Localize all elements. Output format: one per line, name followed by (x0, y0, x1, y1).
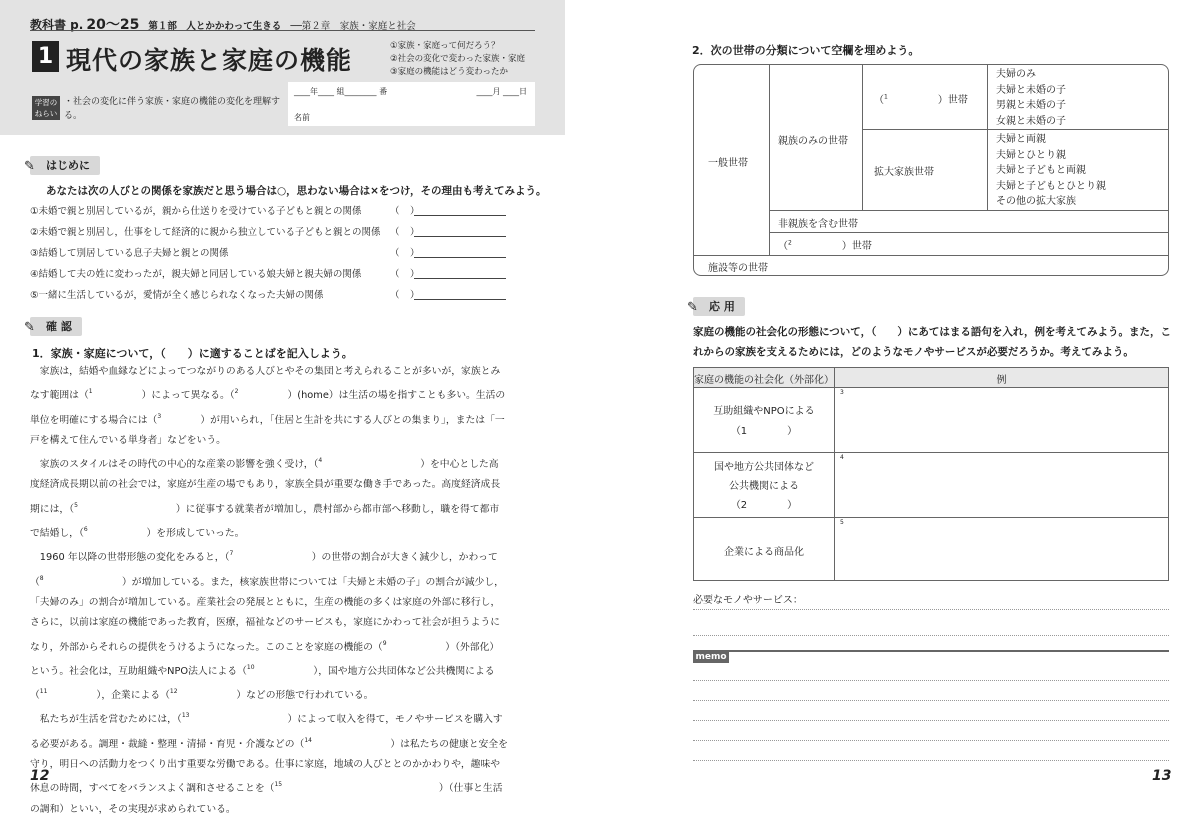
answer-line[interactable] (414, 215, 506, 216)
intro-item (30, 245, 510, 266)
blank-number[interactable]: 10 (246, 663, 255, 671)
lesson-question: ①家族・家庭って何だろう？ (390, 41, 500, 51)
check-body-text (30, 362, 508, 820)
lesson-questions (390, 40, 525, 79)
intro-item (30, 287, 510, 308)
col-header-socialization: 家庭の機能の社会化（外部化） (694, 375, 834, 386)
blank-field[interactable]: （1 ） (730, 426, 798, 437)
header-band (0, 0, 565, 135)
non-kin-household: 非親族を含む世帯 (778, 219, 858, 230)
lesson-title: 現代の家族と家庭の機能 (66, 46, 353, 75)
answer-line[interactable] (414, 257, 506, 258)
page-number-left: 12 (30, 768, 50, 784)
blank-field[interactable]: （2 ） (730, 500, 798, 511)
textbook-pages: 20～25 (86, 17, 140, 33)
answer-line[interactable] (414, 236, 506, 237)
answer-line[interactable] (414, 278, 506, 279)
question-2-heading: 2．次の世帯の分類について空欄を埋めよう。 (692, 44, 920, 57)
blank-number[interactable]: 7 (229, 550, 234, 558)
intro-item-text: ⑤一緒に生活しているが，愛情が全く感じられなくなった夫婦の関係 (30, 290, 324, 301)
intro-item-text: ③結婚して別居している息子夫婦と親との関係 (30, 248, 229, 259)
blank-number[interactable]: 3 (157, 412, 162, 420)
lesson-number: 1 (32, 41, 59, 72)
memo-line[interactable] (693, 760, 1169, 761)
blank-number[interactable]: 1 (88, 388, 93, 396)
check-tag (24, 317, 82, 336)
blank-number[interactable]: 11 (39, 688, 48, 696)
goal-badge: 学習のねらい (32, 96, 60, 120)
answer-field[interactable]: （ ） (390, 248, 420, 259)
memo-line[interactable] (693, 680, 1169, 681)
blank-number[interactable]: 5 (74, 501, 78, 509)
blank-number[interactable]: 8 (39, 574, 44, 582)
question-1-heading: 1．家族・家庭について，（ ）に適することばを記入しよう。 (32, 347, 353, 360)
blank-number[interactable]: 6 (83, 526, 88, 534)
example-field[interactable] (835, 518, 1168, 580)
answer-field[interactable]: （ ） (390, 290, 420, 301)
blank-number[interactable]: 15 (274, 781, 283, 789)
answer-line[interactable] (693, 635, 1169, 636)
blank-number[interactable]: 9 (382, 639, 387, 647)
intro-item (30, 203, 510, 224)
blank-1-field[interactable]: （$^1$ ）世帯 (874, 93, 968, 106)
apply-tag-label: 応 用 (709, 300, 735, 313)
intro-list (30, 203, 510, 308)
memo-label: memo (693, 651, 729, 663)
part-label: 第１部 人とかかわって生きる (148, 21, 282, 32)
intro-tag-label: はじめに (46, 159, 90, 172)
date-field[interactable]: ____月 ____日 (476, 87, 527, 96)
institution-household: 施設等の世帯 (708, 263, 768, 274)
memo-line[interactable] (693, 720, 1169, 721)
answer-field[interactable]: （ ） (390, 269, 420, 280)
household-table (693, 64, 1169, 276)
blank-number[interactable]: 13 (181, 712, 190, 720)
lesson-question: ②社会の変化で変わった家族・家庭 (390, 54, 526, 64)
name-box[interactable] (288, 82, 535, 126)
answer-line[interactable] (693, 609, 1169, 610)
memo-line[interactable] (693, 740, 1169, 741)
answer-line[interactable] (414, 299, 506, 300)
general-household: 一般世帯 (708, 158, 748, 169)
pencil-icon: ✎ (24, 159, 35, 174)
goal-text: ・社会の変化に伴う家族・家庭の機能の変化を理解する。 (64, 97, 281, 121)
textbook-label: 教科書 p. (30, 18, 84, 32)
blank-number[interactable]: 14 (304, 736, 312, 744)
extended-family-list: 夫婦と両親 夫婦とひとり親 夫婦と子どもと両親 夫婦と子どもとひとり親 その他の拡大家族 (996, 134, 1106, 207)
nuclear-family-list: 夫婦のみ 夫婦と未婚の子 男親と未婚の子 女親と未婚の子 (996, 69, 1066, 127)
intro-item (30, 266, 510, 287)
answer-field[interactable]: （ ） (390, 206, 420, 217)
example-field[interactable] (835, 388, 1168, 452)
row-npo: 互助組織やNPOによる （1 ） (694, 402, 834, 442)
kin-only-household: 親族のみの世帯 (778, 136, 848, 147)
pencil-icon: ✎ (24, 320, 35, 335)
intro-item-text: ②未婚で親と別居し，仕事をして経済的に親から独立している子どもと親との関係 (30, 227, 381, 238)
chapter-label: ──第２章 家族・家庭と社会 (290, 21, 416, 32)
intro-item-text: ①未婚で親と別居しているが，親から仕送りを受けている子どもと親との関係 (30, 206, 362, 217)
class-number-field[interactable]: ____年____ 組________ 番 (294, 87, 388, 96)
blank-number[interactable]: 2 (234, 388, 239, 396)
intro-question: あなたは次の人びとの関係を家族だと思う場合は○，思わない場合は×をつけ，その理由も考えてみよう。 (46, 185, 547, 197)
name-field-label: 名前 (294, 113, 310, 122)
example-field[interactable] (835, 453, 1168, 517)
header-meta (30, 14, 416, 34)
page-number-right: 13 (1152, 768, 1172, 784)
check-paragraph: 私たちが生活を営むためには，（$^{13}$ ）によって収入を得て，モノやサービスを購入する必要がある。調理・裁縫・整理・清掃・育児・介護などの（$^{14}$ ）は私たちの健康と安全を守り，明日への活動力をつくり出す重要な労働である。仕事に家庭，地域の人びととのかかわりや，趣味や休息の時間，すべてをバランスよく調和させることを（$^{15}$ ）（仕事と生活の調和）といい，その実現が求められている。 (30, 712, 508, 815)
intro-item-text: ④結婚して夫の姓に変わったが，親夫婦と同居している娘夫婦と親夫婦の関係 (30, 269, 362, 280)
apply-question: 家庭の機能の社会化の形態について，（ ）にあてはまる語句を入れ，例を考えてみよう。また，これからの家族を支えるためには，どのようなモノやサービスが必要だろうか。考えてみよう。 (693, 326, 1171, 358)
check-paragraph: 家族のスタイルはその時代の中心的な産業の影響を強く受け，（$^4$ ）を中心とした高度経済成長期以前の社会では，家庭が生産の場でもあり，家族全員が重要な働き手であった。高度経済成長期には，（$^5$ ）に従事する就業者が増加し，農村部から都市部へ移動し，職を得て都市で結婚し，（$^6$ ）を形成していった。 (30, 457, 501, 540)
pencil-icon: ✎ (687, 300, 698, 315)
intro-tag (24, 156, 100, 175)
memo-divider (693, 650, 1169, 652)
memo-line[interactable] (693, 700, 1169, 701)
lesson-question: ③家庭の機能はどう変わったか (390, 67, 509, 77)
header-rule (30, 30, 535, 31)
socialization-table: 家庭の機能の社会化（外部化） 例 互助組織やNPOによる （1 ） 3 国や地方公共団体など 公共機関による （2 ） 4 企業による商品化 5 (693, 367, 1169, 581)
check-paragraph: 1960 年以降の世帯形態の変化をみると，（$^7$ ）の世帯の割合が大きく減少し，かわって（$^8$ ）が増加している。また，核家族世帯については「夫婦と未婚の子」の割合が減少し，「夫婦のみ」の割合が増加している。産業社会の発展とともに，生産の機能の多くは家庭の外部に移行し，さらに，以前は家庭の機能であった教育，医療，福祉などのサービスも，家庭にかわって社会が担うようになり，外部からそれらの提供をうけるようになった。このことを家庭の機能の（$^9$ ）（外部化）という。社会化は，互助組織やNPO法人による（$^{10}$ ），国や地方公共団体など公共機関による（$^{11}$ ），企業による（$^{12}$ ）などの形態で行われている。 (30, 550, 504, 702)
blank-number[interactable]: 12 (169, 688, 178, 696)
row-commercial: 企業による商品化 (724, 547, 804, 558)
extended-family-household: 拡大家族世帯 (874, 167, 934, 178)
check-tag-label: 確 認 (46, 320, 72, 333)
answer-field[interactable]: （ ） (390, 227, 420, 238)
row-public: 国や地方公共団体など 公共機関による （2 ） (694, 458, 834, 515)
col-header-example: 例 (996, 375, 1007, 386)
blank-2-field[interactable]: （$^2$ ）世帯 (778, 239, 872, 252)
check-paragraph: 家族は，結婚や血縁などによってつながりのある人びとやその集団と考えられることが多いが，家族とみなす範囲は（$^1$ ）によって異なる。（$^2$ ）(home）は生活の場を指すことも多い。生活の単位を明確にする場合には（$^3$ ）が用いられ，「住居と生計を共にする人びとの集まり」，または「一戸を構えて住んでいる単身者」などをいう。 (30, 366, 506, 446)
intro-item (30, 224, 510, 245)
blank-number[interactable]: 4 (318, 457, 323, 465)
needs-label: 必要なモノやサービス： (693, 595, 803, 606)
apply-tag (687, 297, 745, 316)
